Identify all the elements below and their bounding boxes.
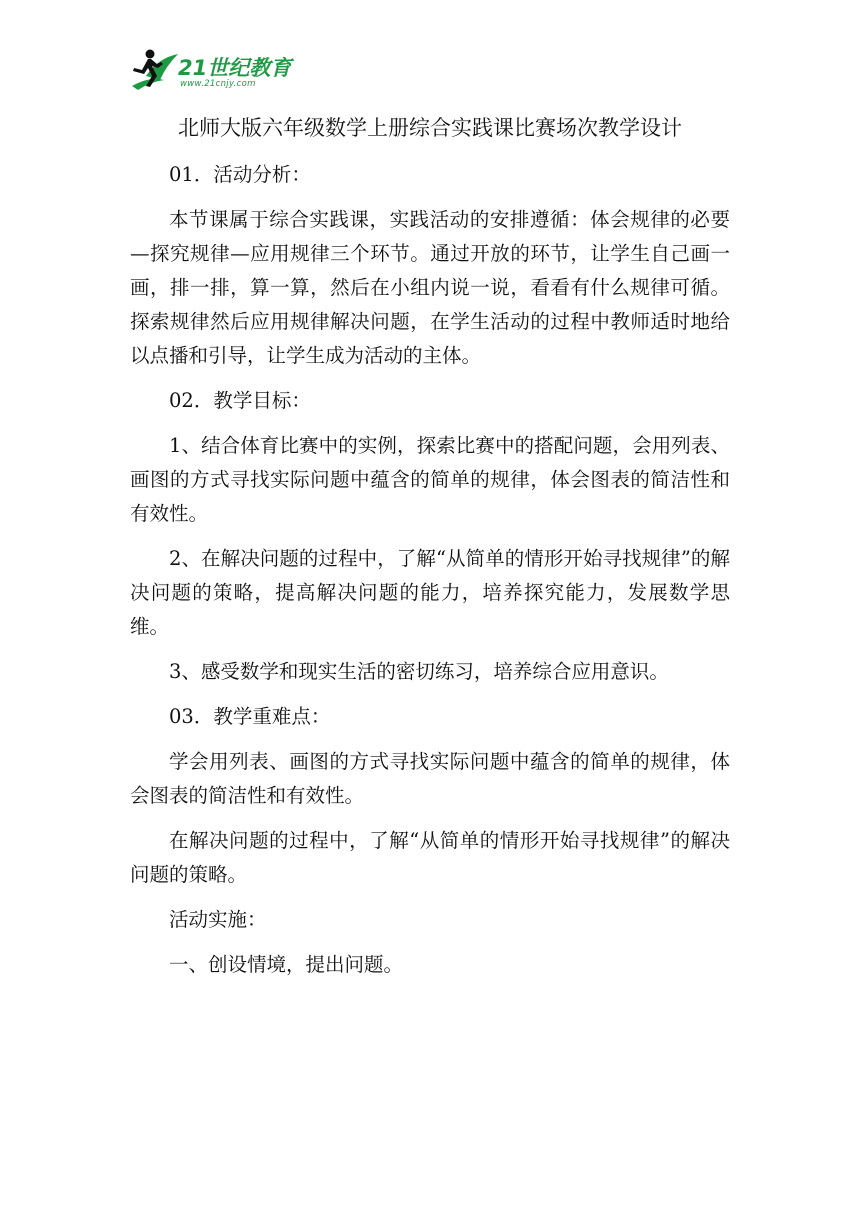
paragraph: 学会用列表、画图的方式寻找实际问题中蕴含的简单的规律，体会图表的简洁性和有效性。	[130, 750, 730, 807]
section-heading-key-points: 03．教学重难点：	[169, 705, 331, 728]
paragraph: 在解决问题的过程中，了解“从简单的情形开始寻找规律”的解决问题的策略。	[130, 829, 730, 886]
section-heading-activity-implementation: 活动实施：	[169, 908, 267, 931]
paragraph: 本节课属于综合实践课，实践活动的安排遵循：体会规律的必要—探究规律—应用规律三个环节。通过开放的环节，让学生自己画一画，排一排，算一算，然后在小组内说一说，看看有什么规律可循。探索规律然后应用规律解决问题，在学生活动的过程中教师适时地给以点播和引导，让学生成为活动的主体。	[130, 208, 730, 367]
runner-logo-icon	[130, 46, 180, 92]
paragraph: 3、感受数学和现实生活的密切练习，培养综合应用意识。	[169, 660, 669, 683]
section-heading-teaching-goals: 02．教学目标：	[169, 389, 311, 412]
site-logo	[130, 46, 310, 94]
logo-url: www.21cnjy.com	[180, 79, 256, 89]
paragraph: 2、在解决问题的过程中，了解“从简单的情形开始寻找规律”的解决问题的策略，提高解决问题的能力，培养探究能力，发展数学思维。	[130, 547, 730, 638]
document-title: 北师大版六年级数学上册综合实践课比赛场次教学设计	[178, 116, 682, 140]
document-body	[130, 158, 730, 993]
paragraph: 1、结合体育比赛中的实例，探索比赛中的搭配问题，会用列表、画图的方式寻找实际问题中蕴含的简单的规律，体会图表的简洁性和有效性。	[130, 434, 730, 525]
logo-title: 21世纪教育	[178, 56, 292, 80]
section-heading-activity-analysis: 01．活动分析：	[169, 163, 311, 186]
paragraph: 一、创设情境，提出问题。	[169, 953, 404, 976]
